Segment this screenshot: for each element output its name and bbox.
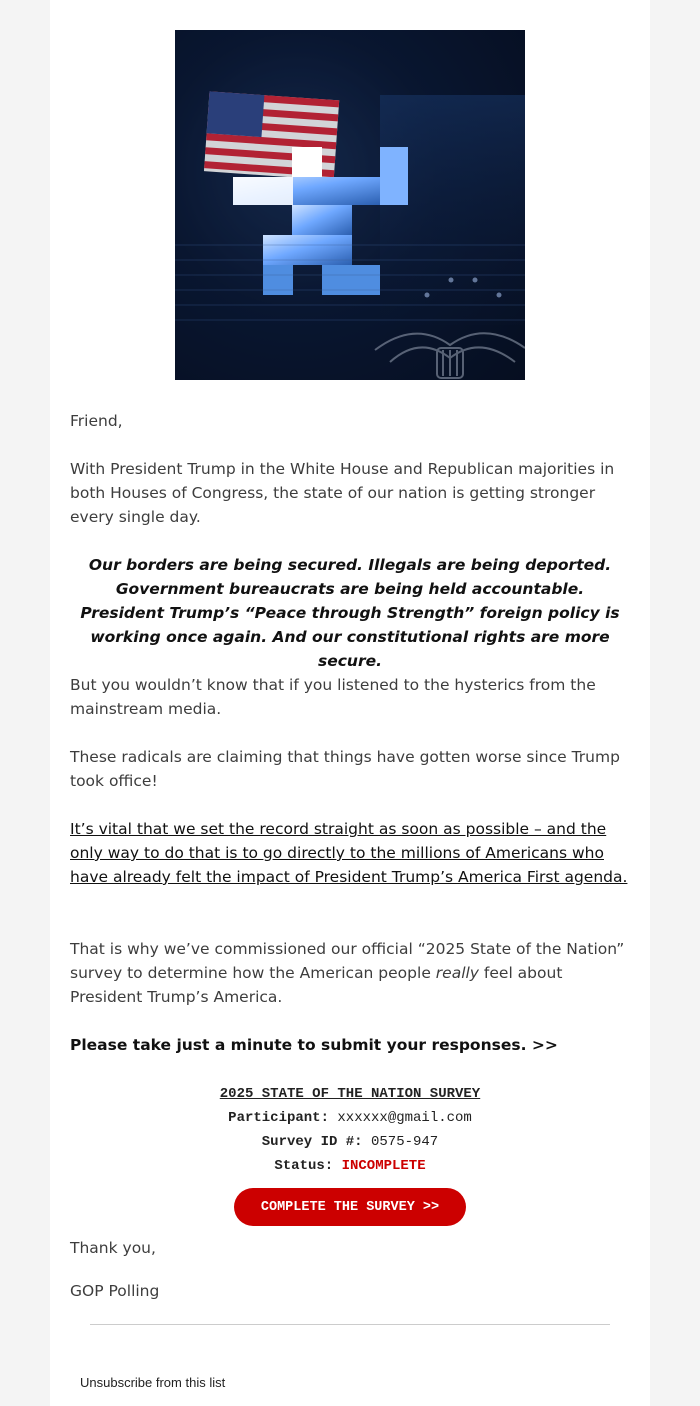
call-to-action-line: Please take just a minute to submit your responses. >> <box>70 1036 558 1054</box>
hero-image <box>175 30 525 380</box>
footer-divider <box>90 1324 610 1325</box>
paragraph-survey-intro <box>70 937 630 1009</box>
closing-thanks: Thank you, <box>70 1239 156 1257</box>
survey-id-row <box>50 1130 650 1154</box>
paragraph-record-link[interactable]: It’s vital that we set the record straight as soon as possible – and the only way to do that is to go directly to the millions of Americans who have already felt the impact of President Trump’s America First agenda. <box>70 820 628 886</box>
status-label: Status: <box>274 1158 334 1174</box>
paragraph-radicals: These radicals are claiming that things have gotten worse since Trump took office! <box>70 748 620 790</box>
greeting: Friend, <box>70 412 123 430</box>
participant-value: xxxxxx@gmail.com <box>337 1110 472 1126</box>
paragraph-media: But you wouldn’t know that if you listened to the hysterics from the mainstream media. <box>70 676 596 718</box>
survey-id-value: 0575-947 <box>371 1134 439 1150</box>
survey-id-label: Survey ID #: <box>261 1134 363 1150</box>
complete-survey-button[interactable]: COMPLETE THE SURVEY >> <box>234 1188 466 1226</box>
email-body <box>50 0 650 1406</box>
hero-graphic <box>175 30 525 380</box>
status-badge: INCOMPLETE <box>341 1158 426 1174</box>
survey-status-row <box>50 1154 650 1178</box>
survey-intro-text-end: feel about President Trump’s America. <box>70 964 563 1006</box>
survey-title[interactable]: 2025 STATE OF THE NATION SURVEY <box>219 1086 481 1102</box>
survey-intro-text: That is why we’ve commissioned our official “2025 State of the Nation” survey to determine how the American people <box>70 940 625 982</box>
survey-card <box>50 1082 650 1178</box>
paragraph-intro: With President Trump in the White House and Republican majorities in both Houses of Congress, the state of our nation is getting stronger every single day. <box>70 460 615 526</box>
unsubscribe-link[interactable]: Unsubscribe from this list <box>80 1375 226 1390</box>
highlight-quote: Our borders are being secured. Illegals are being deported. Government bureaucrats are being held accountable. President Trump’s “Peace through Strength” foreign policy is working once again. And our constitutional rights are more secure. <box>80 556 620 670</box>
survey-participant-row <box>50 1106 650 1130</box>
survey-intro-emphasis: really <box>435 964 479 982</box>
signature: GOP Polling <box>70 1282 160 1300</box>
participant-label: Participant: <box>228 1110 329 1126</box>
